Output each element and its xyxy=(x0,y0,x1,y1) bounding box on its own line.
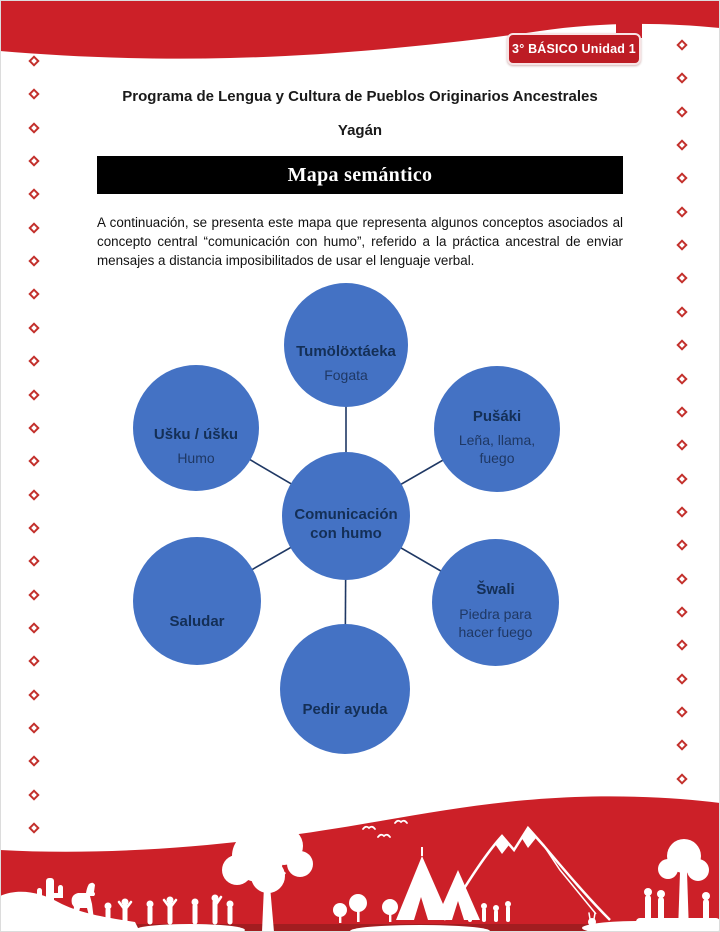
map-node-top xyxy=(284,283,408,407)
unit-badge-label: 3° BÁSICO Unidad 1 xyxy=(512,42,636,56)
program-title: Programa de Lengua y Cultura de Pueblos Originarios Ancestrales xyxy=(122,88,598,105)
section-title-bar xyxy=(97,156,623,194)
page-content xyxy=(97,88,623,270)
footer-art xyxy=(0,786,720,932)
language-title: Yagán xyxy=(337,122,383,139)
node-meaning: Leña, llama, fuego xyxy=(458,432,536,467)
map-node-upper-right xyxy=(434,366,560,492)
node-term: Pedir ayuda xyxy=(302,701,388,719)
section-title: Mapa semántico xyxy=(287,163,433,186)
node-meaning: Humo xyxy=(177,450,215,467)
map-node-lower-left xyxy=(133,537,261,665)
map-node-bottom xyxy=(280,624,410,754)
node-term: Comunicación con humo xyxy=(294,505,398,542)
map-node-upper-left xyxy=(133,365,259,491)
node-term: Šwali xyxy=(476,581,515,599)
node-meaning: Piedra para hacer fuego xyxy=(458,605,533,640)
node-term: Tumölöxtáeka xyxy=(296,342,396,360)
intro-paragraph: A continuación, se presenta este mapa que representa algunos conceptos asociados al concepto central “comunicación con humo”, referido a la práctica ancestral de enviar mensajes a distancia imposibilitados de usar el lenguaje verbal. xyxy=(97,215,623,269)
map-node-center xyxy=(282,452,410,580)
node-term: Saludar xyxy=(169,613,225,631)
node-term: Pušáki xyxy=(472,407,522,425)
node-term: Ušku / úšku xyxy=(153,425,239,443)
node-meaning: Fogata xyxy=(324,367,368,384)
map-node-lower-right xyxy=(432,539,559,666)
